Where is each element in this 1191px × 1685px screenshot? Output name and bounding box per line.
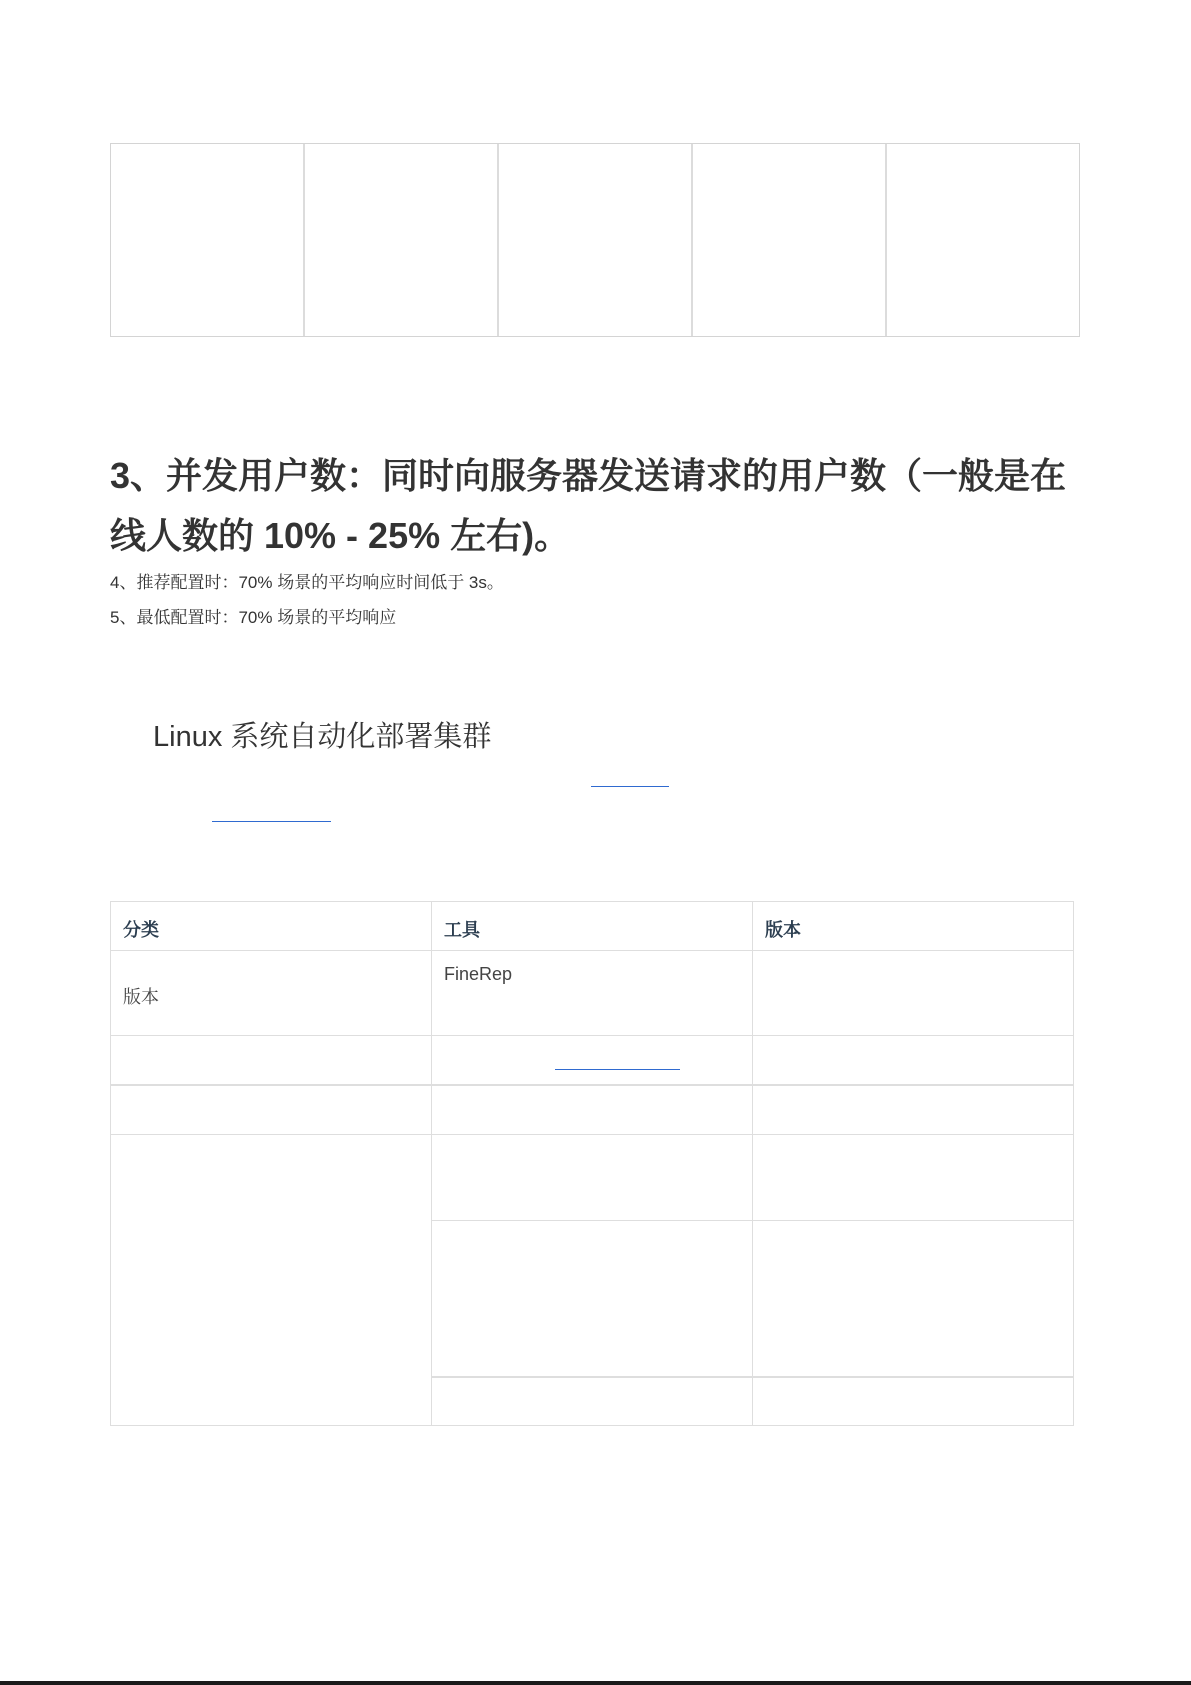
- note-recommended-config: 4、推荐配置时：70% 场景的平均响应时间低于 3s。: [110, 573, 504, 592]
- config-table: [110, 901, 1074, 1426]
- table-column: [305, 144, 499, 336]
- table-border: [110, 1425, 1074, 1426]
- page-bottom-border: [0, 1681, 1191, 1685]
- cell-category: 版本: [123, 987, 159, 1007]
- section-heading: 3、并发用户数：同时向服务器发送请求的用户数（一般是在线人数的 10% - 25% 左右)。: [110, 455, 1067, 556]
- table-border: [110, 950, 1074, 951]
- column-header-version: 版本: [765, 920, 801, 940]
- column-header-tool: 工具: [444, 920, 480, 940]
- cell-tool: FineRep: [444, 964, 513, 984]
- note-minimum-config: 5、最低配置时：70% 场景的平均响应: [110, 608, 397, 627]
- table-border: [110, 901, 1074, 902]
- link-underline[interactable]: [591, 786, 669, 787]
- table-border: [110, 1134, 1074, 1135]
- section-title: Linux 系统自动化部署集群: [153, 721, 492, 753]
- table-border: [110, 1035, 1074, 1036]
- link-underline[interactable]: [555, 1069, 680, 1070]
- table-column: [887, 144, 1079, 336]
- table-column: [499, 144, 693, 336]
- link-underline[interactable]: [212, 821, 331, 822]
- table-border: [110, 901, 111, 1426]
- table-border: [431, 901, 432, 1426]
- table-column: [111, 144, 305, 336]
- table-border: [110, 1084, 1074, 1086]
- empty-table: [110, 143, 1080, 337]
- table-column: [693, 144, 887, 336]
- table-border: [752, 901, 753, 1426]
- table-border: [1073, 901, 1074, 1426]
- column-header-category: 分类: [123, 920, 159, 940]
